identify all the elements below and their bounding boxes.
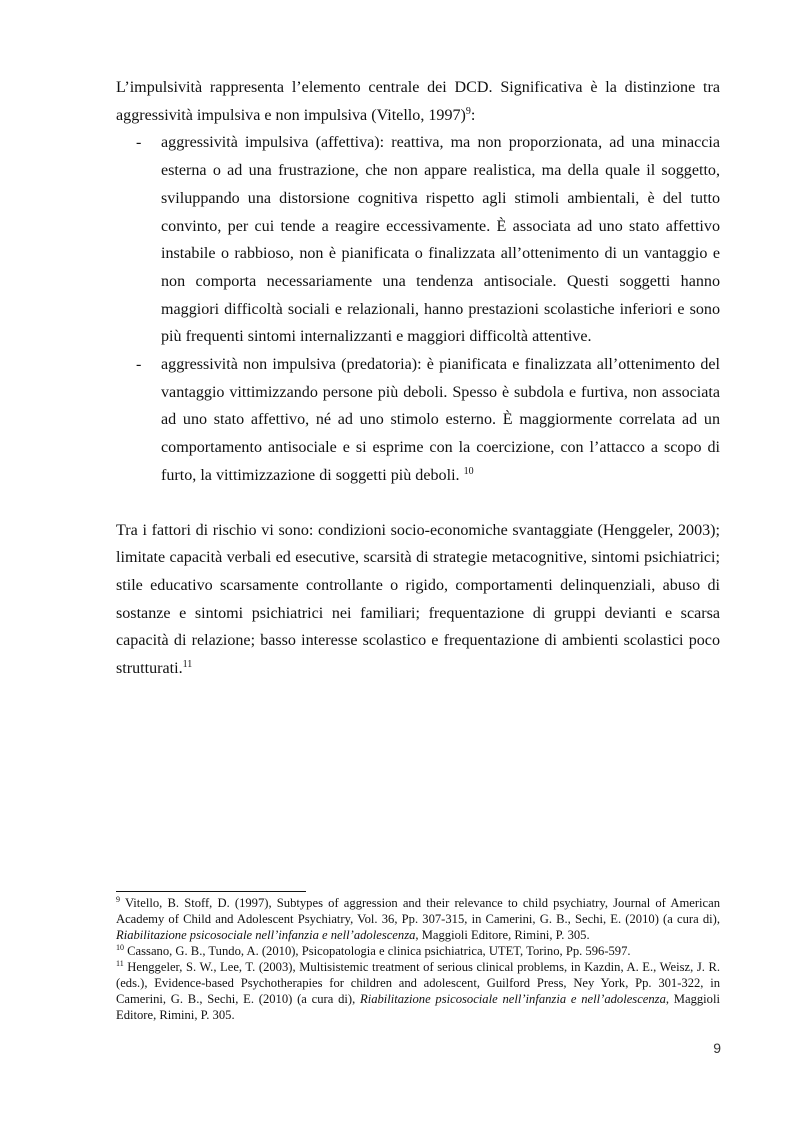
- footnote-ref-11[interactable]: 11: [182, 659, 193, 671]
- intro-paragraph: L’impulsività rappresenta l’elemento centrale dei DCD. Significativa è la distinzione tra aggressività impulsiva e non impulsiva (Vitello, 1997)$^9$:: [116, 79, 720, 124]
- dash-bullet: -: [136, 356, 142, 374]
- page-body: [116, 74, 720, 683]
- footnote-separator: [116, 891, 306, 892]
- list-item-non-impulsive: - aggressività non impulsiva (predatoria): è pianificata e finalizzata all’ottenimento del vantaggio vittimizzando persone più deboli. Spesso è subdola e furtiva, non associata ad uno stato affettivo, né ad uno stimolo esterno. È maggiormente correlata ad un comportamento antisociale e si esprime con la coercizione, con l’attacco a scopo di furto, la vittimizzazione di soggetti più deboli. $^{10}$: [116, 351, 720, 490]
- risk-factors-paragraph: Tra i fattori di rischio vi sono: condizioni socio-economiche svantaggiate (Henggeler, 2003); limitate capacità verbali ed esecutive, scarsità di strategie metacognitive, sintomi psichiatrici; stile educativo scarsamente controllante o rigido, comportamenti delinquenziali, abuso di sostanze e sintomi psichiatrici nei familiari; frequentazione di gruppi devianti e scarsa capacità di relazione; basso interesse scolastico e frequentazione di ambienti scolastici poco strutturati.$^{11}$: [116, 521, 720, 678]
- aggression-types-list: [116, 129, 720, 489]
- footnote-11: $^{11}$ Henggeler, S. W., Lee, T. (2003), Multisistemic treatment of serious clinical problems, in Kazdin, A. E., Weisz, J. R. (eds.), Evidence-based Psychotherapies for children and adolescent, Guilford Press, Ney York, Pp. 301-322, in Camerini, G. B., Sechi, E. (2010) (a cura di), Riabilitazione psicosociale nell’infanzia e nell’adolescenza, Maggioli Editore, Rimini, P. 305.: [116, 959, 720, 1022]
- list-item-impulsive: - aggressività impulsiva (affettiva): reattiva, ma non proporzionata, ad una minaccia esterna o ad una frustrazione, che non appare realistica, ma della quale il soggetto, sviluppando una distorsione cognitiva rispetto agli stimoli ambientali, è del tutto convinto, per cui tende a reagire eccessivamente. È associata ad uno stato affettivo instabile o rabbioso, non è pianificata o finalizzata all’ottenimento di un vantaggio e non comporta necessariamente una tendenza antisociale. Questi soggetti hanno maggiori difficoltà sociali e relazionali, hanno prestazioni scolastiche inferiori e sono più frequenti sintomi internalizzanti e maggiori difficoltà attentive.: [116, 129, 720, 351]
- dash-bullet: -: [136, 134, 142, 152]
- footnote-9: $^9$ Vitello, B. Stoff, D. (1997), Subtypes of aggression and their relevance to child psychiatry, Journal of American Academy of Child and Adolescent Psychiatry, Vol. 36, Pp. 307-315, in Camerini, G. B., Sechi, E. (2010) (a cura di), Riabilitazione psicosociale nell’infanzia e nell’adolescenza, Maggioli Editore, Rimini, P. 305.: [116, 895, 720, 942]
- footnote-ref-9[interactable]: 9: [465, 105, 471, 117]
- footnote-ref-10[interactable]: 10: [463, 465, 474, 477]
- page-number: 9: [713, 1040, 721, 1056]
- footnote-10: $^{10}$ Cassano, G. B., Tundo, A. (2010), Psicopatologia e clinica psichiatrica, UTET, Torino, Pp. 596-597.: [116, 943, 631, 958]
- footnotes: [116, 895, 720, 1023]
